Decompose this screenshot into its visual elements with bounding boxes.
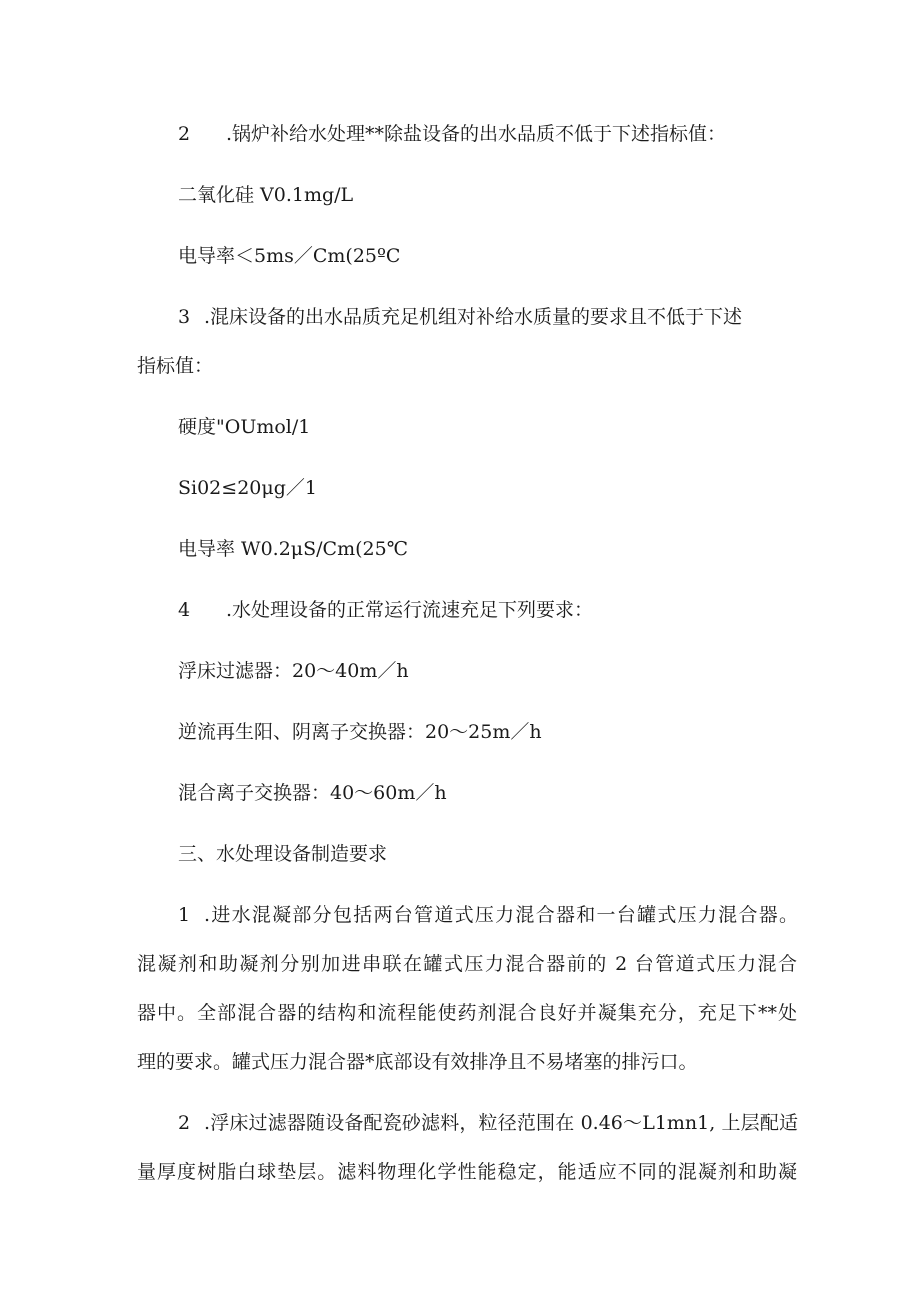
section2-item2 <box>178 122 726 146</box>
flow-mixed-exchanger: 混合离子交换器：40～60m／h <box>178 782 447 804</box>
spec-hardness: 硬度"OUmol/1 <box>178 416 311 438</box>
section3-item1-line2: 混凝剂和助凝剂分别加进串联在罐式压力混合器前的 2 台管道式压力混合 <box>137 953 797 975</box>
item-text: .水处理设备的正常运行流速充足下列要求： <box>226 599 594 621</box>
item-text: .锅炉补给水处理**除盐设备的出水品质不低于下述指标值： <box>226 123 727 145</box>
item-number: 2 <box>178 1112 191 1134</box>
item-text-line1: .混床设备的出水品质充足机组对补给水质量的要求且不低于下述 <box>204 306 743 328</box>
item-number: 2 <box>178 123 191 145</box>
section3-item1-line4: 理的要求。罐式压力混合器*底部设有效排净且不易堵塞的排污口。 <box>137 1051 698 1073</box>
item-text-line1: .进水混凝部分包括两台管道式压力混合器和一台罐式压力混合器。 <box>204 904 798 926</box>
section3-item1-line1 <box>178 903 798 927</box>
item-text-line1: .浮床过滤器随设备配瓷砂滤料，粒径范围在 0.46～L1mn1, 上层配适 <box>204 1112 798 1134</box>
flow-floating-filter: 浮床过滤器：20～40m／h <box>178 660 409 682</box>
item-number: 1 <box>178 904 191 926</box>
flow-counterflow-exchanger: 逆流再生阳、阴离子交换器：20～25m／h <box>178 721 542 743</box>
section2-item3-line2: 指标值： <box>137 355 214 377</box>
item-number: 3 <box>178 306 191 328</box>
item-number: 4 <box>178 599 191 621</box>
section3-item2-line2: 量厚度树脂白球垫层。滤料物理化学性能稳定，能适应不同的混凝剂和助凝 <box>137 1161 797 1183</box>
section3-item1-line3: 器中。全部混合器的结构和流程能使药剂混合良好并凝集充分，充足下**处 <box>137 1002 797 1024</box>
section3-item2-line1 <box>178 1111 798 1135</box>
section2-item3 <box>178 305 742 329</box>
spec-conductivity-2: 电导率 W0.2μS/Cm(25℃ <box>178 538 408 560</box>
spec-conductivity-1: 电导率＜5ms／Cm(25ºC <box>178 245 401 267</box>
section3-heading: 三、水处理设备制造要求 <box>178 843 388 865</box>
section2-item4 <box>178 598 593 622</box>
spec-silica: 二氧化硅 V0.1mg/L <box>178 184 354 206</box>
spec-sio2: Si02≤20μg／1 <box>178 477 317 499</box>
